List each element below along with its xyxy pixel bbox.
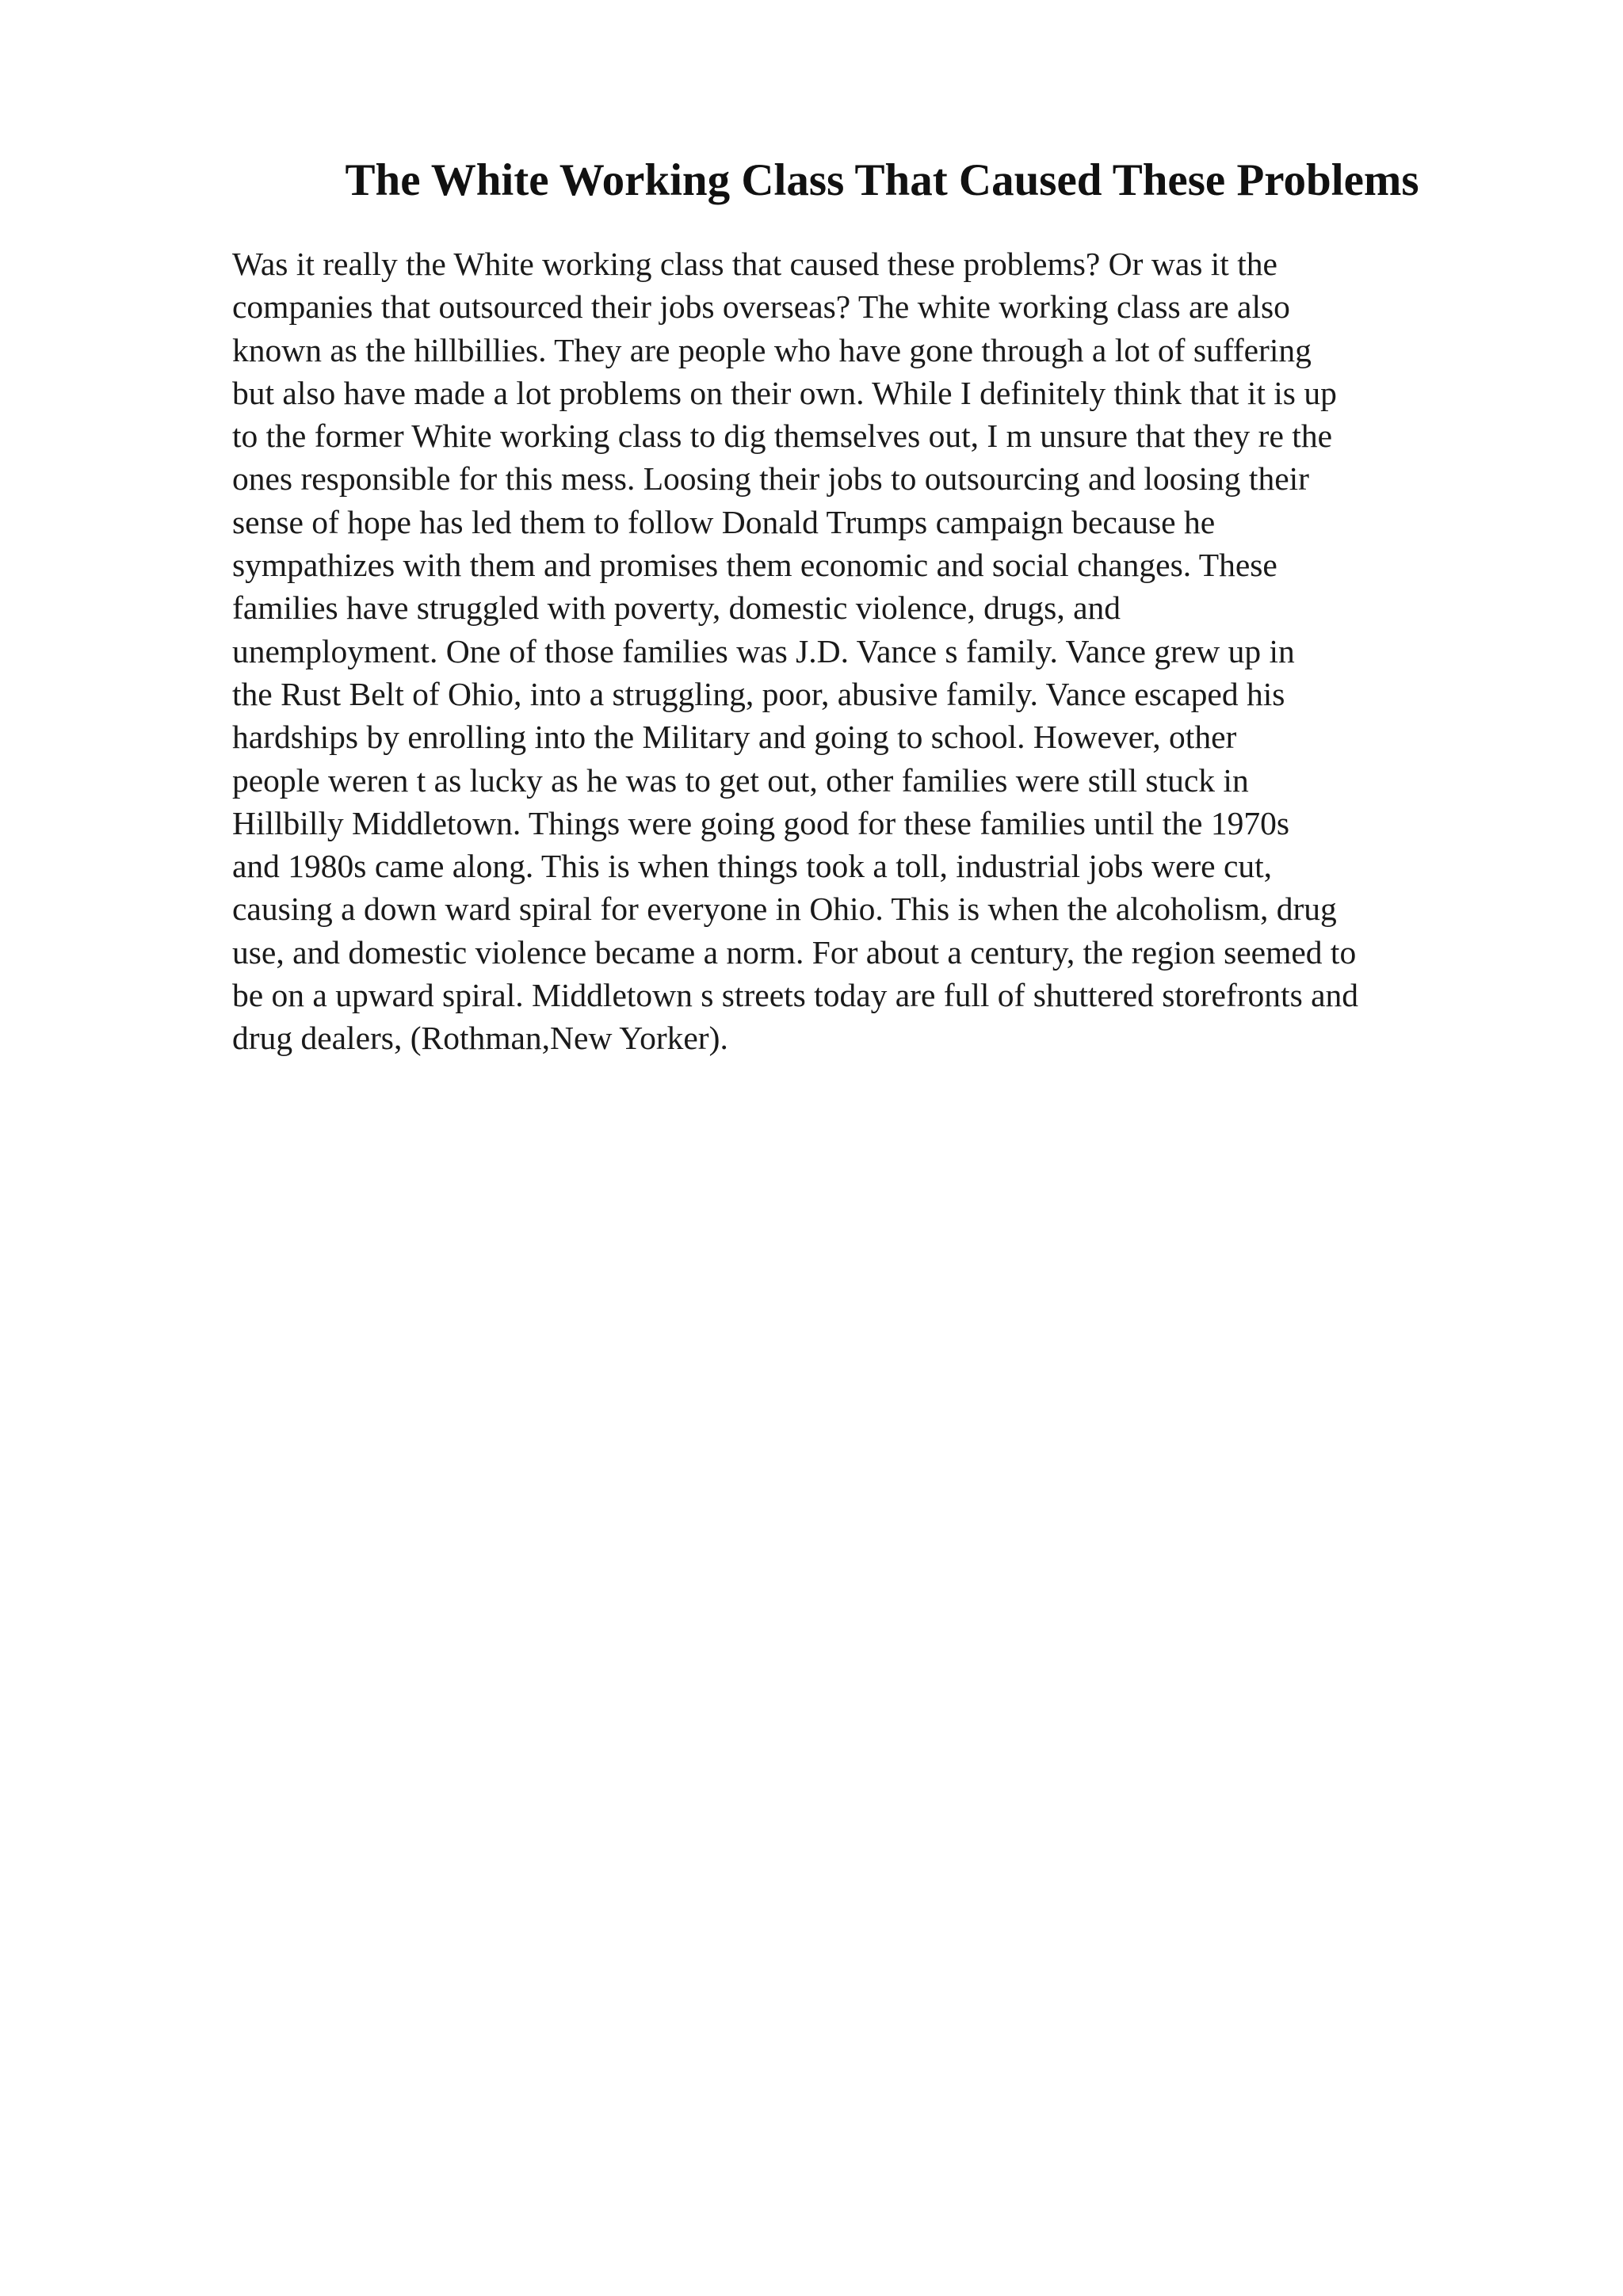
paragraph-line: known as the hillbillies. They are people who have gone through a lot of suffering [232, 331, 1312, 368]
paragraph-line: to the former White working class to dig themselves out, I m unsure that they re the [232, 418, 1333, 455]
paragraph-line: be on a upward spiral. Middletown s streets today are full of shuttered storefronts and [232, 977, 1359, 1014]
paragraph-line: sympathizes with them and promises them economic and social changes. These [232, 547, 1277, 584]
body-paragraph [232, 242, 1595, 1060]
document-title: The White Working Class That Caused These Problems [345, 155, 1419, 205]
paragraph-line: ones responsible for this mess. Loosing their jobs to outsourcing and loosing their [232, 460, 1309, 498]
paragraph-line: drug dealers, (Rothman,New Yorker). [232, 1020, 728, 1057]
paragraph-line: companies that outsourced their jobs overseas? The white working class are also [232, 288, 1290, 326]
paragraph-line: use, and domestic violence became a norm. For about a century, the region seemed to [232, 933, 1357, 971]
paragraph-line: the Rust Belt of Ohio, into a struggling, poor, abusive family. Vance escaped his [232, 675, 1285, 712]
paragraph-line: sense of hope has led them to follow Donald Trumps campaign because he [232, 503, 1216, 540]
paragraph-line: families have struggled with poverty, domestic violence, drugs, and [232, 589, 1121, 627]
paragraph-line: people weren t as lucky as he was to get out, other families were still stuck in [232, 761, 1249, 799]
paragraph-line: causing a down ward spiral for everyone in Ohio. This is when the alcoholism, drug [232, 891, 1337, 928]
paragraph-line: and 1980s came along. This is when things took a toll, industrial jobs were cut, [232, 848, 1273, 885]
paragraph-line: but also have made a lot problems on their own. While I definitely think that it is up [232, 374, 1337, 411]
paragraph-line: Was it really the White working class that caused these problems? Or was it the [232, 246, 1277, 282]
paragraph-line: Hillbilly Middletown. Things were going good for these families until the 1970s [232, 804, 1289, 841]
paragraph-line: unemployment. One of those families was J.D. Vance s family. Vance grew up in [232, 632, 1295, 669]
paragraph-line: hardships by enrolling into the Military and going to school. However, other [232, 719, 1237, 756]
